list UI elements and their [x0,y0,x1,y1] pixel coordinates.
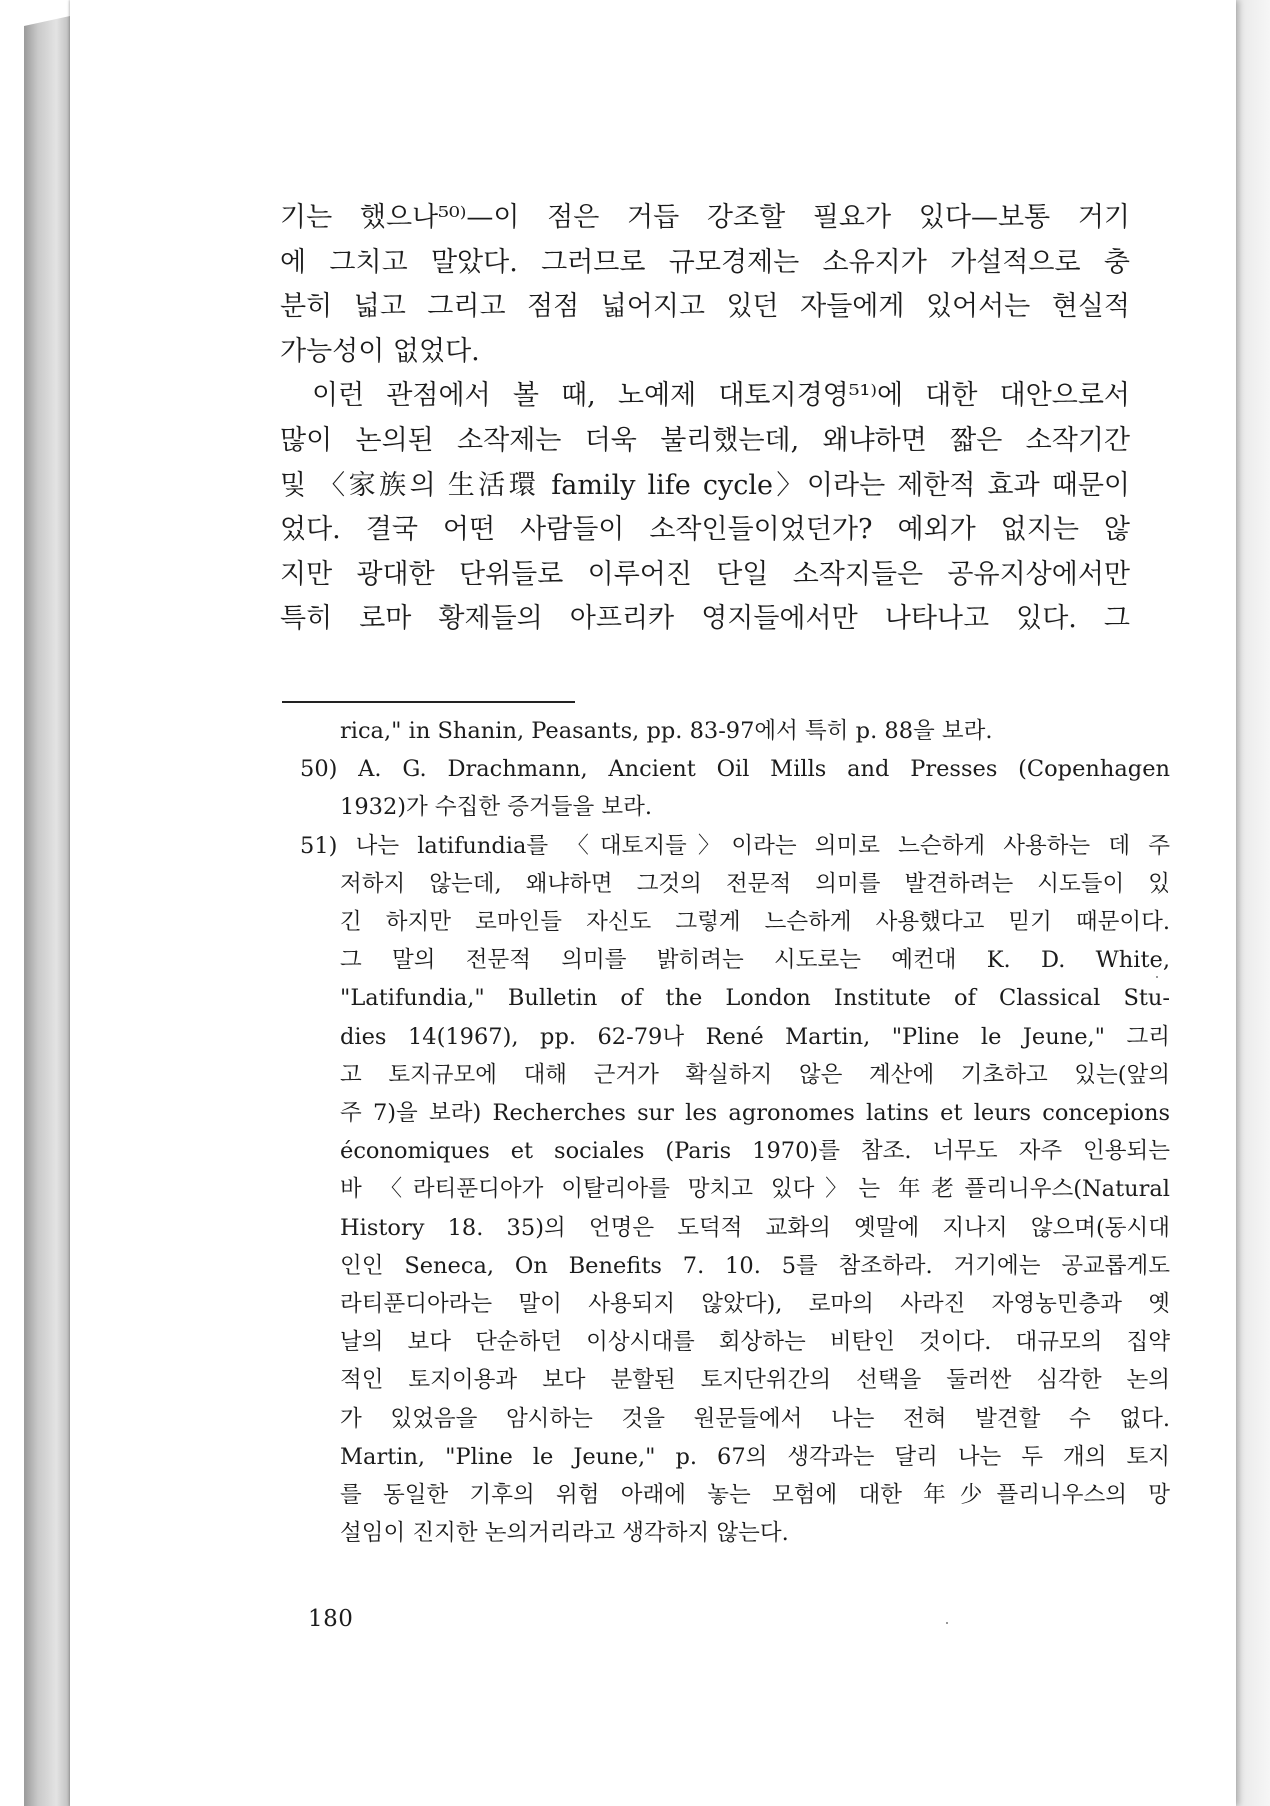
body-line: 분히 넓고 그리고 점점 넓어지고 있던 자들에게 있어서는 현실적 [280,291,1130,323]
footnotes [300,712,1170,1552]
footnote-51-line: 날의 보다 단순하던 이상시대를 회상하는 비탄인 것이다. 대규모의 집약 [340,1329,1170,1356]
footnote-51-line: Martin, "Pline le Jeune," p. 67의 생각과는 달리 나는 두 개의 토지 [340,1443,1170,1470]
footnote-51-line: History 18. 35)의 언명은 도덕적 교화의 옛말에 지나지 않으며(동시대 [340,1214,1170,1241]
main-text [280,196,1130,642]
page-number: 180 [308,1606,354,1632]
footnote-51-line: 긴 하지만 로마인들 자신도 그렇게 느슨하게 사용했다고 믿기 때문이다. [340,909,1170,936]
footnote-51-line: 가 있었음을 암시하는 것을 원문들에서 나는 전혀 발견할 수 없다. [340,1405,1170,1432]
footnote-51-line: économiques et sociales (Paris 1970)를 참조. 너무도 자주 인용되는 [340,1138,1170,1165]
body-line: 기는 했으나⁵⁰⁾—이 점은 거듭 강조할 필요가 있다—보통 거기 [280,202,1130,233]
book-spine [24,16,70,1806]
footnote-51-line: 바 〈라티푼디아가 이탈리아를 망치고 있다〉는 年老플리니우스(Natural [340,1176,1170,1203]
footnote-51-line: 라티푼디아라는 말이 사용되지 않았다), 로마의 사라진 자영농민층과 옛 [340,1291,1170,1318]
footnote-51-line: 고 토지규모에 대해 근거가 확실하지 않은 계산에 기초하고 있는(앞의 [340,1061,1170,1088]
footnote-50-line: 50) A. G. Drachmann, Ancient Oil Mills and Presses (Copenhagen [300,756,1170,783]
footnote-51-line: 적인 토지이용과 보다 분할된 토지단위간의 선택을 둘러싼 심각한 논의 [340,1367,1170,1394]
footnote-separator [282,701,575,703]
body-line: 가능성이 없었다. [280,335,480,367]
footnote-51-line: dies 14(1967), pp. 62-79나 René Martin, "Pline le Jeune," 그리 [340,1023,1170,1050]
footnote-51-line: 를 동일한 기후의 위험 아래에 놓는 모험에 대한 年少플리니우스의 망 [340,1482,1170,1509]
scan-speck [946,1622,948,1624]
body-line: 이런 관점에서 볼 때, 노예제 대토지경영⁵¹⁾에 대한 대안으로서 [312,380,1130,412]
body-line: 었다. 결국 어떤 사람들이 소작인들이었던가? 예외가 없지는 않 [280,514,1130,546]
footnote-51-line: 저하지 않는데, 왜냐하면 그것의 전문적 의미를 발견하려는 시도들이 있 [340,870,1170,897]
footnote-51-line: 인인 Seneca, On Benefits 7. 10. 5를 참조하라. 거기에는 공교롭게도 [340,1252,1170,1279]
footnote-51-line: 51) 나는 latifundia를 〈대토지들〉이라는 의미로 느슨하게 사용하는 데 주 [300,832,1170,859]
footnote-51-line: 그 말의 전문적 의미를 밝히려는 시도로는 예컨대 K. D. White, [340,947,1170,974]
body-line: 특히 로마 황제들의 아프리카 영지들에서만 나타나고 있다. 그 [280,603,1130,635]
body-line: 에 그치고 말았다. 그러므로 규모경제는 소유지가 가설적으로 충 [280,246,1130,278]
page-edge [1236,0,1270,1806]
footnote-continuation: rica," in Shanin, Peasants, pp. 83-97에서 특히 p. 88을 보라. [340,718,993,744]
footnote-51-line: 설임이 진지한 논의거리라고 생각하지 않는다. [340,1520,789,1547]
footnote-50-line: 1932)가 수집한 증거들을 보라. [340,794,652,821]
footnote-51-line: 주 7)을 보라) Recherches sur les agronomes latins et leurs concepions [340,1100,1170,1127]
scan-speck [1156,976,1158,978]
book-page [70,0,1236,1806]
footnote-51-line: "Latifundia," Bulletin of the London Institute of Classical Stu- [340,985,1170,1012]
body-line: 많이 논의된 소작제는 더욱 불리했는데, 왜냐하면 짧은 소작기간 [280,424,1130,456]
body-line: 및 〈家族의 生活環 family life cycle〉이라는 제한적 효과 때문이 [280,469,1130,501]
body-line: 지만 광대한 단위들로 이루어진 단일 소작지들은 공유지상에서만 [280,558,1130,590]
